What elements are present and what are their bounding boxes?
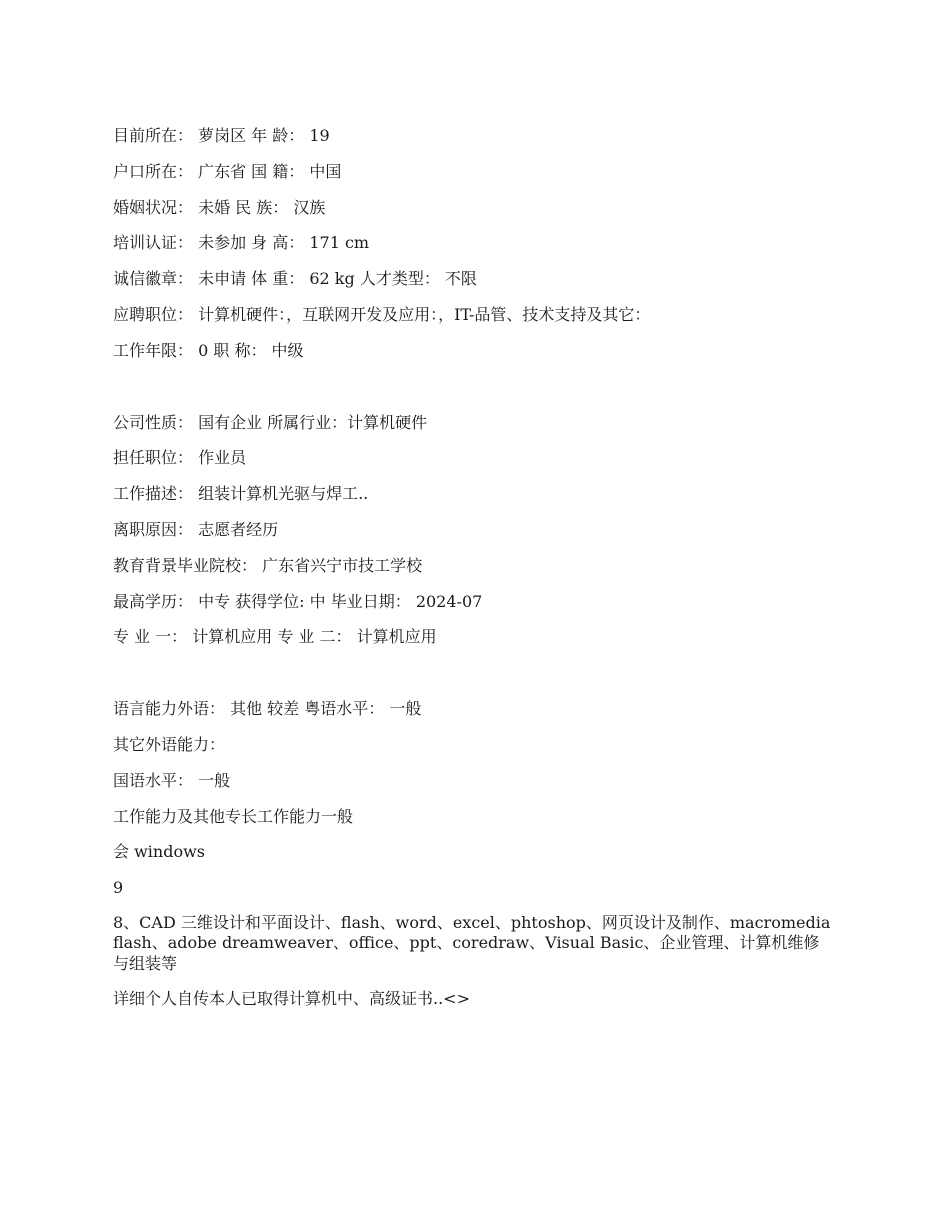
majors-line: 专 业 一： 计算机应用 专 业 二： 计算机应用 xyxy=(113,627,437,647)
work-years-line: 工作年限： 0 职 称： 中级 xyxy=(113,340,304,360)
job-description-line: 工作描述： 组装计算机光驱与焊工.. xyxy=(113,484,369,504)
section-gap xyxy=(113,662,833,698)
windows-skill-line: 会 windows xyxy=(113,842,205,862)
work-ability-line: 工作能力及其他专长工作能力一般 xyxy=(113,806,354,826)
applied-position-line: 应聘职位： 计算机硬件：，互联网开发及应用：，IT-品管、技术支持及其它： xyxy=(113,304,651,324)
skills-section xyxy=(113,698,833,1010)
marital-status-line: 婚姻状况： 未婚 民 族： 汉族 xyxy=(113,197,326,217)
integrity-badge-line: 诚信徽章： 未申请 体 重： 62 kg 人才类型： 不限 xyxy=(113,269,477,289)
school-line: 教育背景毕业院校： 广东省兴宁市技工学校 xyxy=(113,555,423,575)
section-gap xyxy=(113,376,833,412)
resume-document xyxy=(113,125,833,1024)
self-description-line: 详细个人自传本人已取得计算机中、高级证书..<> xyxy=(113,989,470,1009)
other-language-line: 其它外语能力： xyxy=(113,734,226,754)
leaving-reason-line: 离职原因： 志愿者经历 xyxy=(113,519,279,539)
highest-education-line: 最高学历： 中专 获得学位: 中 毕业日期： 2024-07 xyxy=(113,591,483,611)
software-skills-paragraph: 8、CAD 三维设计和平面设计、flash、word、excel、phtoshop、网页设计及制作、macromedia flash、adobe dreamweaver、office、ppt、coredraw、Visual Basic、企业管理、计算机维修与组装等 xyxy=(113,912,831,973)
training-certification-line: 培训认证： 未参加 身 高： 171 cm xyxy=(113,233,370,253)
mandarin-level-line: 国语水平： 一般 xyxy=(113,770,231,790)
personal-info-section xyxy=(113,125,833,362)
hukou-location-line: 户口所在： 广东省 国 籍： 中国 xyxy=(113,161,342,181)
work-education-section xyxy=(113,412,833,649)
job-title-line: 担任职位： 作业员 xyxy=(113,448,247,468)
number-line: 9 xyxy=(113,878,124,898)
language-ability-line: 语言能力外语： 其他 较差 粤语水平： 一般 xyxy=(113,699,422,719)
company-type-line: 公司性质： 国有企业 所属行业：计算机硬件 xyxy=(113,412,428,432)
current-location-line: 目前所在： 萝岗区 年 龄： 19 xyxy=(113,126,330,145)
